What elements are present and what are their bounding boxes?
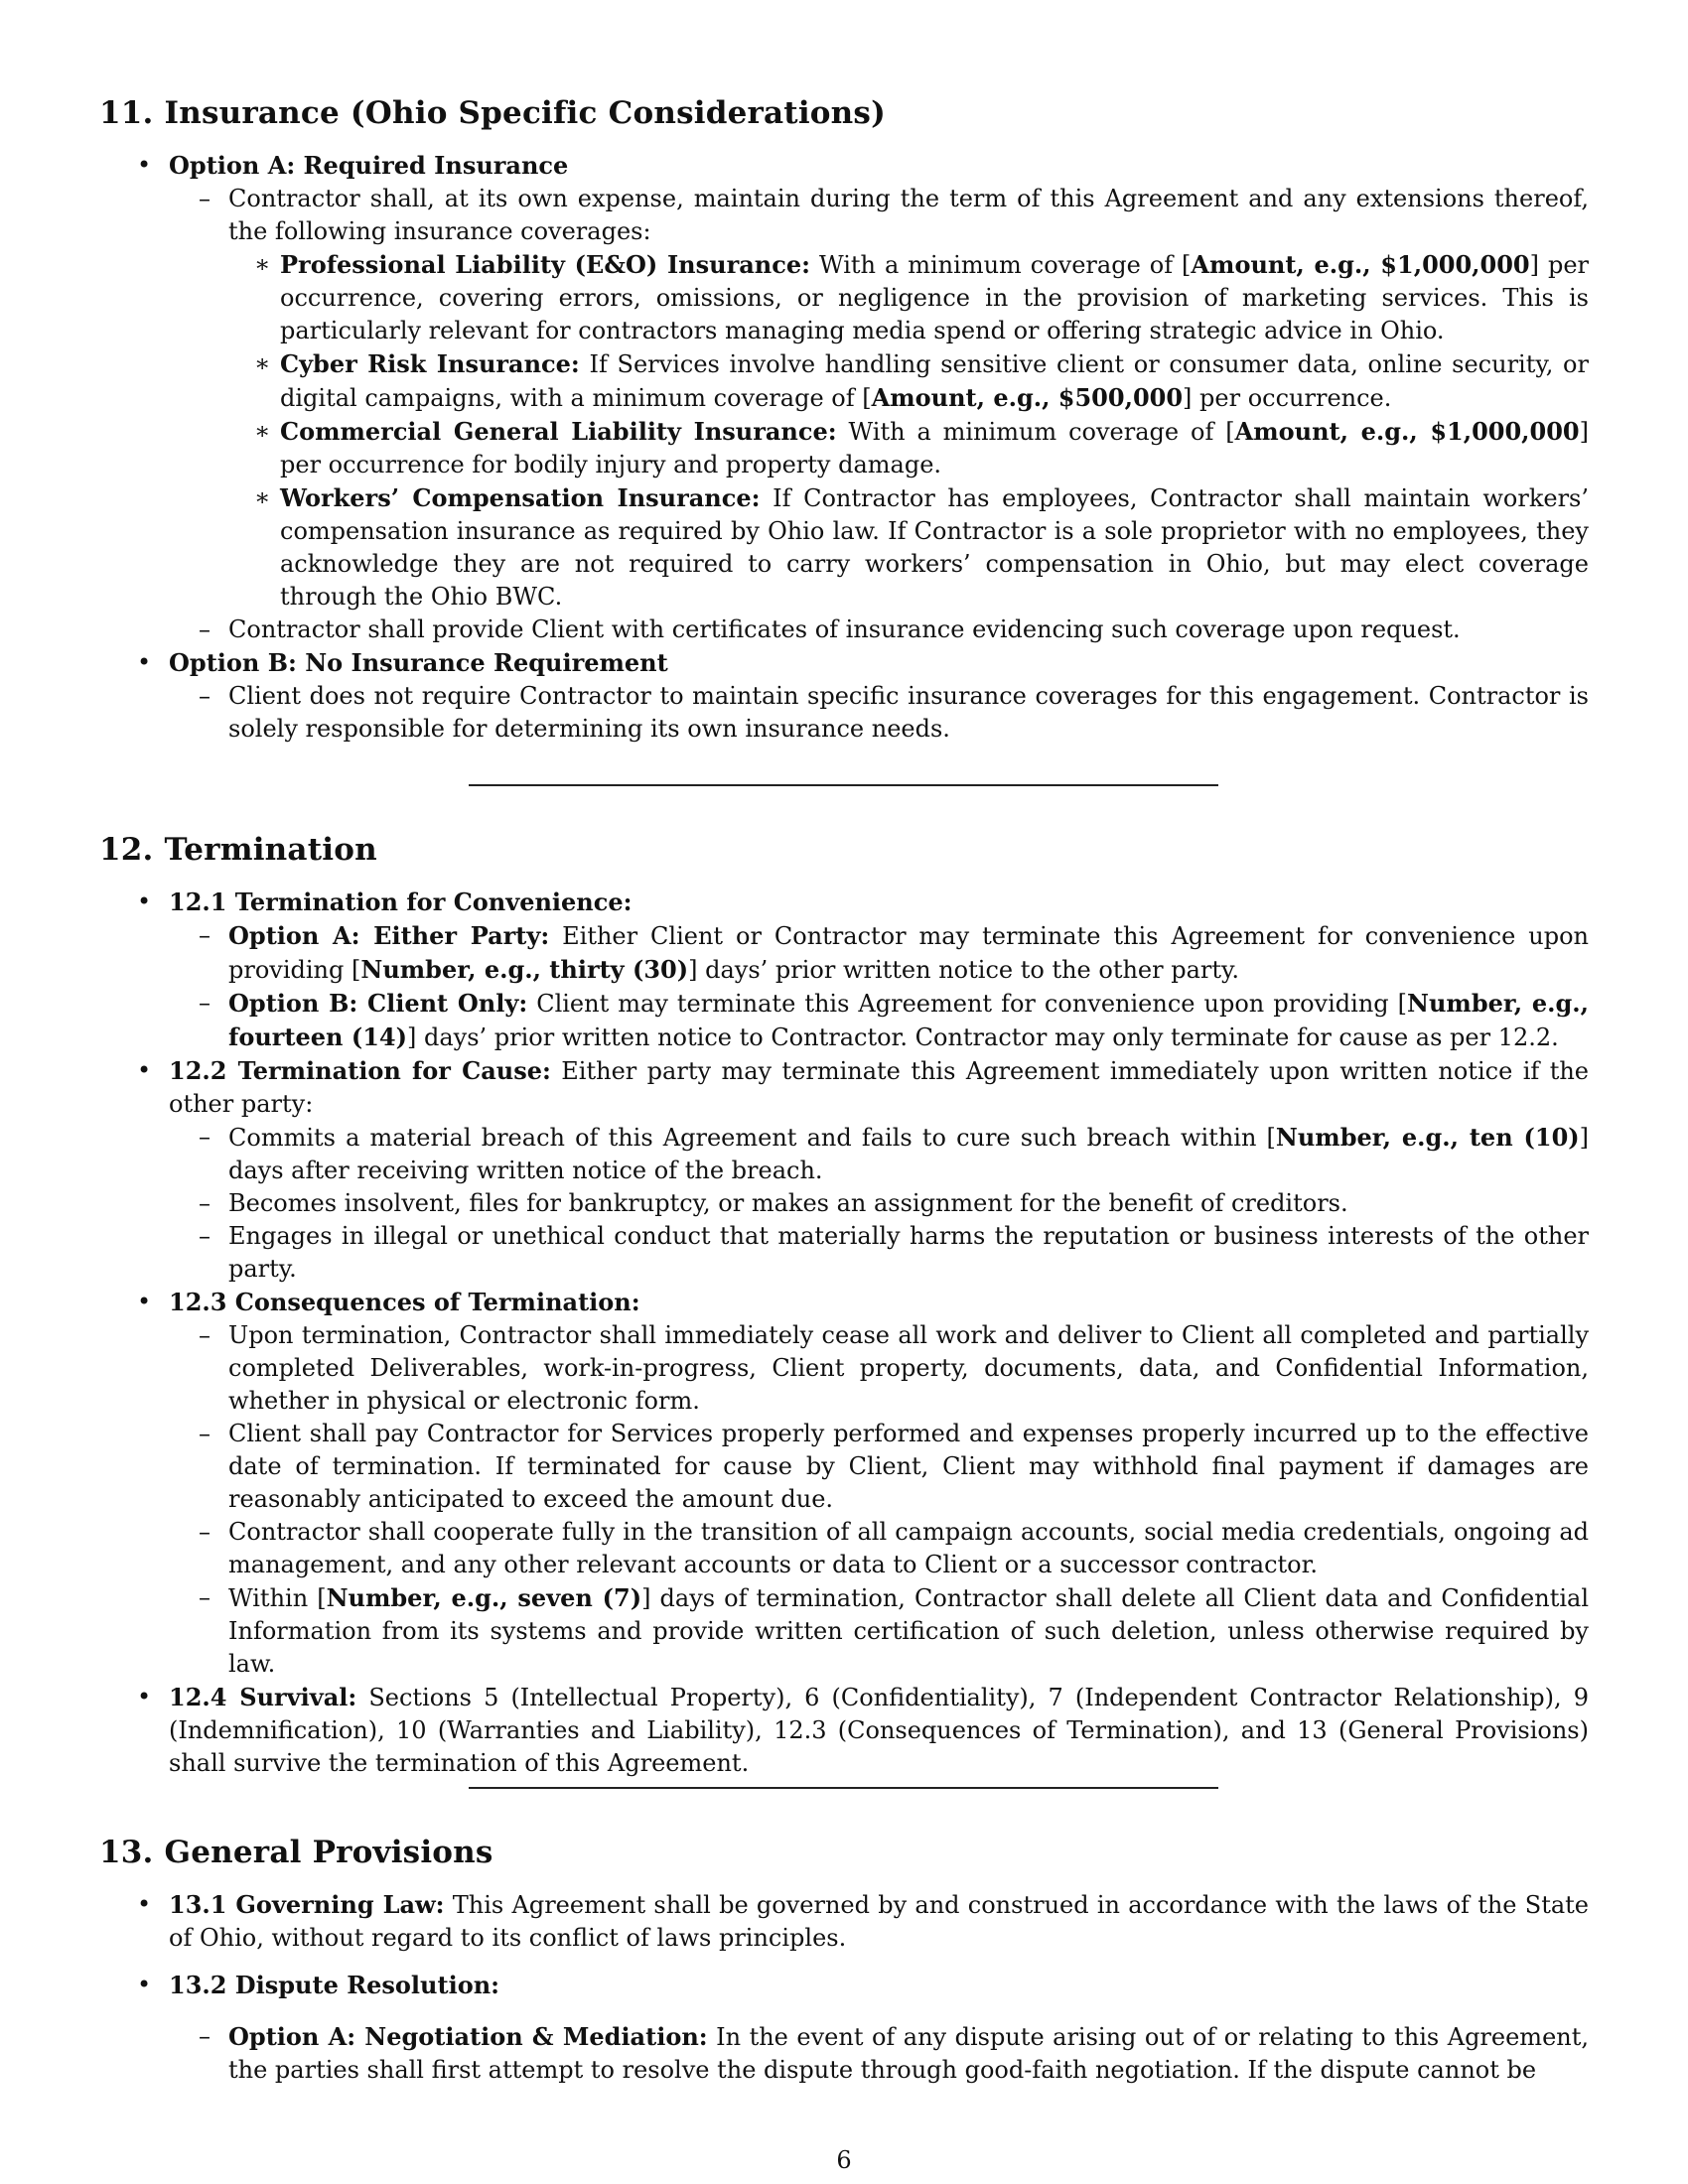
list-item: – Becomes insolvent, files for bankruptcy, or makes an assignment for the benefit of creditors. [169,1187,1589,1220]
list-item: – Within [Number, e.g., seven (7)] days of termination, Contractor shall delete all Client data and Confidential Information from its systems and provide written certification of such deletion, unless otherwise required by law. [169,1581,1589,1681]
section-12-heading: 12. Termination [99,832,377,868]
section-11-heading: 11. Insurance (Ohio Specific Considerations) [99,95,886,131]
list-item: ∗ Professional Liability (E&O) Insurance: With a minimum coverage of [Amount, e.g., $1,000,000] per occurrence, covering errors, omissions, or negligence in the provision of marketing services. This is particularly relevant for contractors managing media spend or offering strategic advice in Ohio. [228,248,1589,347]
list-item: – Option A: Negotiation & Mediation: In the event of any dispute arising out of or relating to this Agreement, the parties shall first attempt to resolve the dispute through good-faith negotiation. If the dispute cannot be [169,2020,1589,2087]
list-item: – Option A: Either Party: Either Client or Contractor may terminate this Agreement for convenience upon providing [Number, e.g., thirty (30)] days’ prior written notice to the other party. [169,919,1589,987]
list-item: – Contractor shall provide Client with certificates of insurance evidencing such coverage upon request. [169,614,1589,646]
list-item: – Upon termination, Contractor shall immediately cease all work and deliver to Client all completed and partially completed Deliverables, work-in-progress, Client property, documents, data, and Confidential Information, whether in physical or electronic form. [169,1319,1589,1418]
list-item: ∗ Workers’ Compensation Insurance: If Contractor has employees, Contractor shall maintain workers’ compensation insurance as required by Ohio law. If Contractor is a sole proprietor with no employees, they acknowledge they are not required to carry workers’ compensation in Ohio, but may elect coverage through the Ohio BWC. [228,481,1589,614]
list-item: – Client does not require Contractor to maintain specific insurance coverages for this engagement. Contractor is solely responsible for determining its own insurance needs. [169,680,1589,746]
list-item: • 12.1 Termination for Convenience: – Option A: Either Party: Either Client or Contractor may terminate this Agreement for convenience upon providing [Number, e.g., thirty (30)] days’ prior written notice to the other party. – Option B: Client Only: Client may terminate this Agreement for convenience upon providing [Number, e.g., fourteen (14)] days’ prior written notice to Contractor. Contractor may only terminate for cause as per 12.2. [99,886,1589,1054]
list-item: – Engages in illegal or unethical conduct that materially harms the reputation or business interests of the other party. [169,1220,1589,1286]
list-item: – Option B: Client Only: Client may terminate this Agreement for convenience upon providing [Number, e.g., fourteen (14)] days’ prior written notice to Contractor. Contractor may only terminate for cause as per 12.2. [169,987,1589,1054]
list-item: – Contractor shall cooperate fully in the transition of all campaign accounts, social media credentials, ongoing ad management, and any other relevant accounts or data to Client or a successor contractor. [169,1516,1589,1581]
section-12-body [99,886,1589,1780]
list-item: • 13.1 Governing Law: This Agreement shall be governed by and construed in accordance with the laws of the State of Ohio, without regard to its conflict of laws principles. [99,1888,1589,1955]
page-number: 6 [836,2146,852,2174]
list-item: • 12.4 Survival: Sections 5 (Intellectual Property), 6 (Confidentiality), 7 (Independent Contractor Relationship), 9 (Indemnification), 10 (Warranties and Liability), 12.3 (Consequences of Termination), and 13 (General Provisions) shall survive the termination of this Agreement. [99,1681,1589,1780]
list-item: – Client shall pay Contractor for Services properly performed and expenses properly incurred up to the effective date of termination. If terminated for cause by Client, Client may withhold final payment if damages are reasonably anticipated to exceed the amount due. [169,1418,1589,1516]
list-item: ∗ Cyber Risk Insurance: If Services involve handling sensitive client or consumer data, online security, or digital campaigns, with a minimum coverage of [Amount, e.g., $500,000] per occurrence. [228,347,1589,415]
section-divider [469,1787,1218,1789]
list-item: – Contractor shall, at its own expense, maintain during the term of this Agreement and any extensions thereof, the following insurance coverages: ∗ Professional Liability (E&O) Insurance: With a minimum coverage of [Amount, e.g., $1,000,000] per occurrence, covering errors, omissions, or negligence in the provision of marketing services. This is particularly relevant for contractors managing media spend or offering strategic advice in Ohio. ∗ Cyber Risk Insurance: If Services involve handling sensitive client or consumer data, online security, or digital campaigns, with a minimum coverage of [Amount, e.g., $500,000] per occurrence. ∗ Commercial General Liability Insurance: With a minimum coverage of [Amount, e.g., $1,000,000] per occurrence for bodily injury and property damage. ∗ Workers’ Compensation Insurance: If Contractor has employees, Contractor shall maintain workers’ compensation insurance as required by Ohio law. If Contractor is a sole proprietor with no employees, they acknowledge they are not required to carry workers’ compensation in Ohio, but may elect coverage through the Ohio BWC. [169,183,1589,614]
list-item: – Commits a material breach of this Agreement and fails to cure such breach within [Number, e.g., ten (10)] days after receiving written notice of the breach. [169,1121,1589,1187]
document-page [99,0,1589,2184]
section-13-body [99,1888,1589,2087]
list-item: • 13.2 Dispute Resolution: – Option A: Negotiation & Mediation: In the event of any dispute arising out of or relating to this Agreement, the parties shall first attempt to resolve the dispute through good-faith negotiation. If the dispute cannot be [99,1969,1589,2087]
section-13-heading: 13. General Provisions [99,1835,493,1870]
list-item: • 12.3 Consequences of Termination: – Upon termination, Contractor shall immediately cease all work and deliver to Client all completed and partially completed Deliverables, work-in-progress, Client property, documents, data, and Confidential Information, whether in physical or electronic form. – Client shall pay Contractor for Services properly performed and expenses properly incurred up to the effective date of termination. If terminated for cause by Client, Client may withhold final payment if damages are reasonably anticipated to exceed the amount due. – Contractor shall cooperate fully in the transition of all campaign accounts, social media credentials, ongoing ad management, and any other relevant accounts or data to Client or a successor contractor. – Within [Number, e.g., seven (7)] days of termination, Contractor shall delete all Client data and Confidential Information from its systems and provide written certification of such deletion, unless otherwise required by law. [99,1286,1589,1681]
section-divider [469,784,1218,786]
list-item: • 12.2 Termination for Cause: Either party may terminate this Agreement immediately upon written notice if the other party: – Commits a material breach of this Agreement and fails to cure such breach within [Number, e.g., ten (10)] days after receiving written notice of the breach. – Becomes insolvent, files for bankruptcy, or makes an assignment for the benefit of creditors. – Engages in illegal or unethical conduct that materially harms the reputation or business interests of the other party. [99,1054,1589,1286]
option-a-title: Option A: Required Insurance [169,151,569,180]
list-item [99,646,1589,746]
section-11-body [99,149,1589,746]
list-item: ∗ Commercial General Liability Insurance: With a minimum coverage of [Amount, e.g., $1,000,000] per occurrence for bodily injury and property damage. [228,415,1589,481]
option-b-title: Option B: No Insurance Requirement [169,648,668,677]
list-item [99,149,1589,646]
